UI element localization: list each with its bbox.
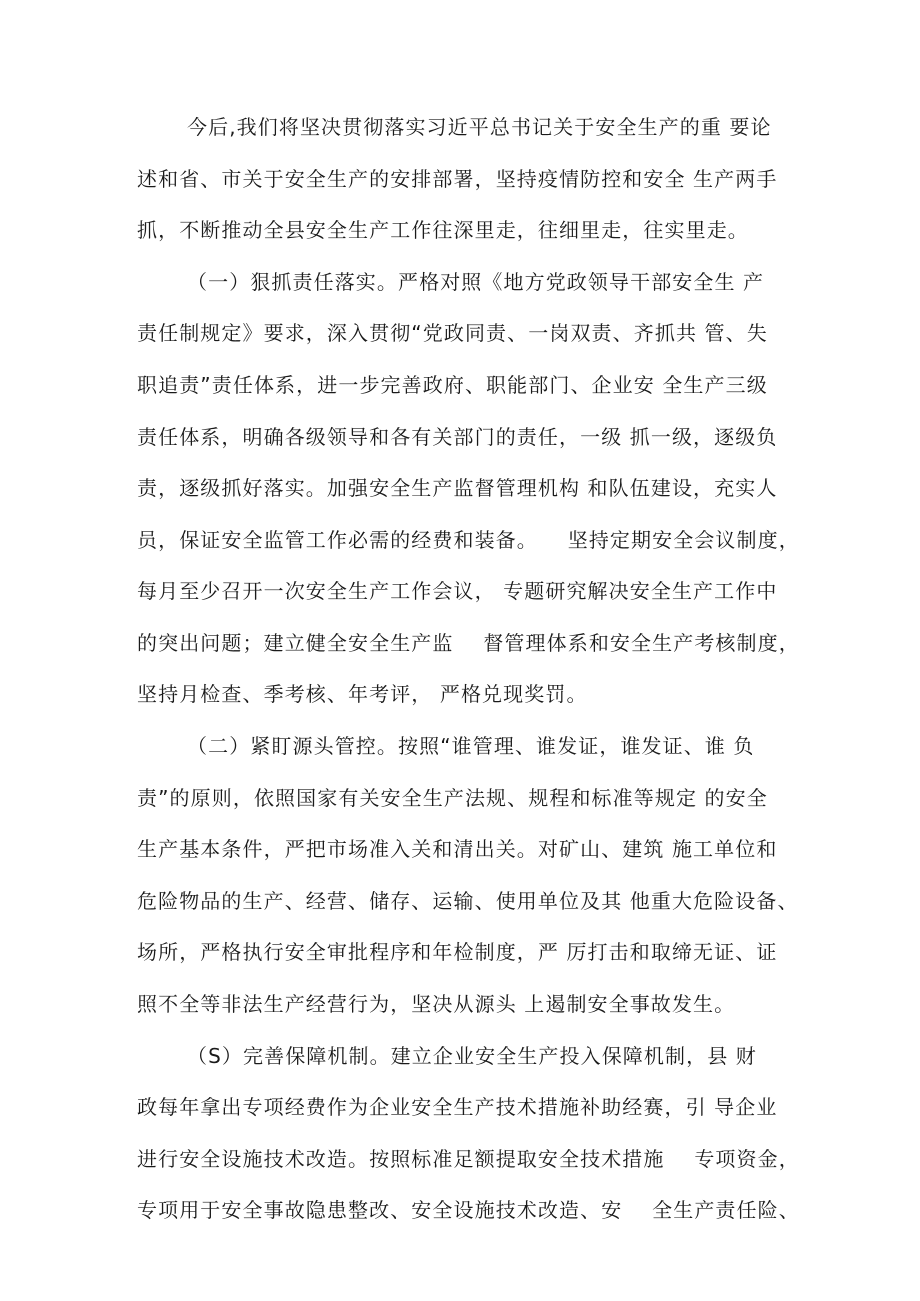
text-line: （S）完善保障机制。建立企业安全生产投入保障机制，县 财	[187, 1044, 757, 1068]
text-line: 责任制规定》要求，深入贯彻“党政同责、一岗双责、齐抓共 管、失	[137, 321, 768, 345]
text-line: 责，逐级抓好落实。加强安全生产监督管理机构 和队伍建设，充实人	[137, 476, 778, 500]
text-line: （一）狠抓责任落实。严格对照《地方党政领导干部安全生 产	[187, 270, 765, 294]
text-line: 今后,我们将坚决贯彻落实习近平总书记关于安全生产的重 要论	[187, 115, 772, 139]
text-line: 政每年拿出专项经费作为企业安全生产技术措施补助经赛，引 导企业	[137, 1095, 778, 1119]
text-line: 照不全等非法生产经营行为，坚决从源头 上遏制安全事故发生。	[137, 992, 736, 1016]
text-line: 的突出问题；建立健全安全生产监 督管理体系和安全生产考核制度，	[137, 631, 800, 655]
text-line: 危险物品的生产、经营、储存、运输、使用单位及其 他重大危险设备、	[137, 889, 799, 913]
text-line: 述和省、市关于安全生产的安排部署，坚持疫情防控和安全 生产两手	[137, 167, 778, 191]
text-line: 场所，严格执行安全审批程序和年检制度，严 厉打击和取缔无证、证	[137, 940, 778, 964]
text-line: （二）紧盯源头管控。按照“谁管理、谁发证，谁发证、谁 负	[187, 734, 755, 758]
text-line: 每月至少召开一次安全生产工作会议， 专题研究解决安全生产工作中	[137, 579, 778, 603]
text-line: 生产基本条件，严把市场准入关和清出关。对矿山、建筑 施工单位和	[137, 837, 778, 861]
text-line: 责任体系，明确各级领导和各有关部门的责任，一级 抓一级，逐级负	[137, 425, 778, 449]
text-line: 进行安全设施技术改造。按照标准足额提取安全技术措施 专项资金，	[137, 1147, 800, 1171]
text-line: 职追责”责任体系，进一步完善政府、职能部门、企业安 全生产三级	[137, 373, 768, 397]
text-line: 责”的原则，依照国家有关安全生产法规、规程和标准等规定 的安全	[137, 786, 768, 810]
text-line: 抓，不断推动全县安全生产工作往深里走，往细里走，往实里走。	[137, 218, 749, 242]
text-line: 员，保证安全监管工作必需的经费和装备。 坚持定期安全会议制度，	[137, 528, 800, 552]
text-line: 专项用于安全事故隐患整改、安全设施技术改造、安 全生产责任险、	[137, 1198, 800, 1222]
text-line: 坚持月检查、季考核、年考评， 严格兑现奖罚。	[137, 682, 588, 706]
